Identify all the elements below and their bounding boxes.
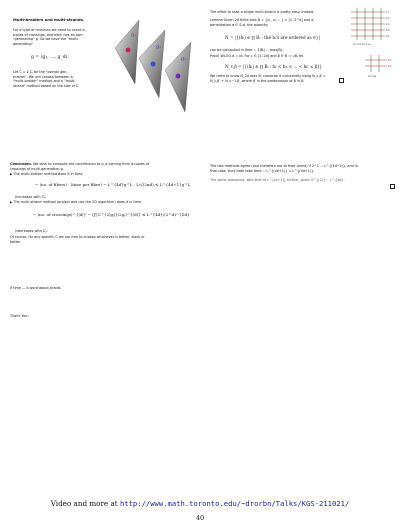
slide-lemma bbox=[205, 6, 400, 135]
increase-note: (increases with C). bbox=[15, 195, 47, 199]
slide-thanks bbox=[5, 310, 200, 330]
footer-prefix: Video and more at bbox=[50, 499, 120, 508]
recursion-equation: N_c,β = |{(hᵢ) ∈ ∏ Bᵢ : h₁ < h₂ < ... < hc ≤ β}|. bbox=[225, 64, 323, 69]
slide-multi-braiders bbox=[5, 6, 200, 135]
paragraph-line: eration". We will choose between a bbox=[13, 74, 73, 79]
count-equation: N = |{(hᵢ) ∈ ∏ Bᵢ : the hᵢ's are ordered as σ}| bbox=[225, 35, 320, 40]
proof-line: N_c,β′ + N_c−1,β, where β′ is the predecessor of β in B. bbox=[210, 78, 305, 83]
grid-label: v₁₁ bbox=[386, 11, 390, 14]
closing-line: better. bbox=[10, 239, 22, 244]
conclusion-title: Conclusion. bbox=[10, 162, 33, 166]
bullet-icon: ▶ bbox=[10, 200, 13, 204]
grid-label: v₁₃ bbox=[386, 23, 390, 26]
agreement-line: that case, they both take time ∼ L^{(4d+1)} = L^{(4d+1)}. bbox=[210, 168, 315, 173]
paragraph-line: tuples of crossings, and each has its own bbox=[13, 32, 83, 37]
lemma-line: Lemma Given 2d finite sets B = {v₁, v₂, ...} ⊂ [1..S^d] and a bbox=[210, 18, 314, 22]
multi-braider-figure bbox=[111, 12, 199, 114]
strand-cost-equation: ∼ (no. of crossings)^{|d|} ∼ (∏ L^{2|gᵢ|}/2gᵢ)^{(d)} ≤ L^{4d}/(2^d)^{Σd} bbox=[33, 212, 190, 217]
mini-grid-figure bbox=[363, 52, 399, 82]
slide-agreement bbox=[205, 158, 400, 287]
lemma-line: permutation σ ∈ S₂d, the quantity bbox=[210, 22, 268, 27]
bullet-strand bbox=[10, 200, 141, 205]
bullet-text: The multi-braider method does it in time bbox=[13, 172, 83, 176]
bullet-braider bbox=[10, 172, 82, 177]
agreement-line: The two methods agree (and therefore are at their worst) if 2^C ∼ L^{(4d−1)}, and in bbox=[210, 164, 358, 168]
decrease-note: (decreases with C). bbox=[15, 229, 48, 233]
paragraph-line: For a type of musician we need to count d- bbox=[13, 28, 86, 32]
lead-line: The effort to take a single multi-strand is pretty easy. Indeed, bbox=[210, 10, 315, 14]
qed-box bbox=[390, 184, 395, 189]
slide-braids bbox=[5, 283, 200, 303]
grid-label: v₁₅ bbox=[386, 35, 390, 38]
mini-grid-bottom: v₂₃ v₂₄ bbox=[368, 75, 376, 78]
paragraph-line: "generating" g. So we have the "multi- bbox=[13, 37, 79, 42]
thank-you-line: Thank You! bbox=[10, 314, 29, 318]
complexity-line: can be computed in time ∼ Σ|Bᵢ| ∼ max|Bᵢ|. bbox=[210, 48, 284, 52]
bullet-text: The multi-strand method (project and use the 2D algorithm) does it in time bbox=[13, 200, 142, 204]
paragraph-line: "multi-braider" method and a "multi- bbox=[13, 79, 76, 84]
strand-grid-figure bbox=[347, 6, 397, 50]
paragraph-line: Let C = Σ Cⱼ be the "overall gen- bbox=[13, 70, 68, 74]
figure-label: g₃ bbox=[181, 56, 187, 62]
proof-line: Proof. WLOG σ = Id. For c ∈ [1..2d] and β ∈ B = ∪Bᵢ let bbox=[210, 54, 304, 58]
video-link[interactable]: http://www.math.toronto.edu/~drorbn/Talks/KGS-211021/ bbox=[119, 499, 350, 508]
conclusion-intro-2: crossings of multi-generation g. bbox=[10, 166, 64, 171]
proof-line: We need to know N_2d,max B; compute it inductively using N_c,β = bbox=[210, 74, 326, 78]
closing-line: Of course, for any specific C we are free to choose whichever is better, slash or bbox=[10, 235, 145, 239]
mini-grid-label: v₂₂ bbox=[388, 65, 392, 68]
multi-generation-equation: g = (g₁, ..., g_d). bbox=[31, 55, 69, 60]
figure-label: g₂ bbox=[156, 44, 162, 50]
qed-box bbox=[339, 78, 344, 83]
grid-label: v₁₄ bbox=[386, 29, 390, 32]
mini-grid-label: v₂₁ bbox=[388, 59, 392, 62]
reasoning-note: The same reasoning, with that of L^{(d+1)} further, gives V^{(2)} ∼ L^{4d}. bbox=[210, 178, 345, 182]
grid-label: v₁₂ bbox=[386, 17, 390, 20]
slide-title: Multi-braiders and multi-strands. bbox=[13, 17, 85, 22]
braider-cost-equation: ∼ (no. of fibers) · (time per fibre) ∼ L^{4d}g^L · L/√(2πd) ≤ L^{4d+1}g^L bbox=[35, 182, 191, 187]
page-footer bbox=[0, 499, 400, 508]
braids-line: If time — a word about braids. bbox=[10, 286, 62, 290]
page-number: 40 bbox=[195, 514, 205, 522]
paragraph-line: generating" bbox=[13, 41, 34, 46]
paragraph-line: strand" method based on the size of C. bbox=[13, 83, 80, 88]
slide-conclusion bbox=[5, 158, 200, 287]
figure-label: g₁ bbox=[131, 32, 137, 38]
grid-bottom-labels: v₁₁ v₁₂ v₁₃ v₁₄ bbox=[353, 43, 370, 46]
bullet-icon: ▶ bbox=[10, 172, 13, 176]
conclusion-intro: We wish to compute the contribution to ρ_d coming from d-tuples of bbox=[33, 162, 150, 166]
